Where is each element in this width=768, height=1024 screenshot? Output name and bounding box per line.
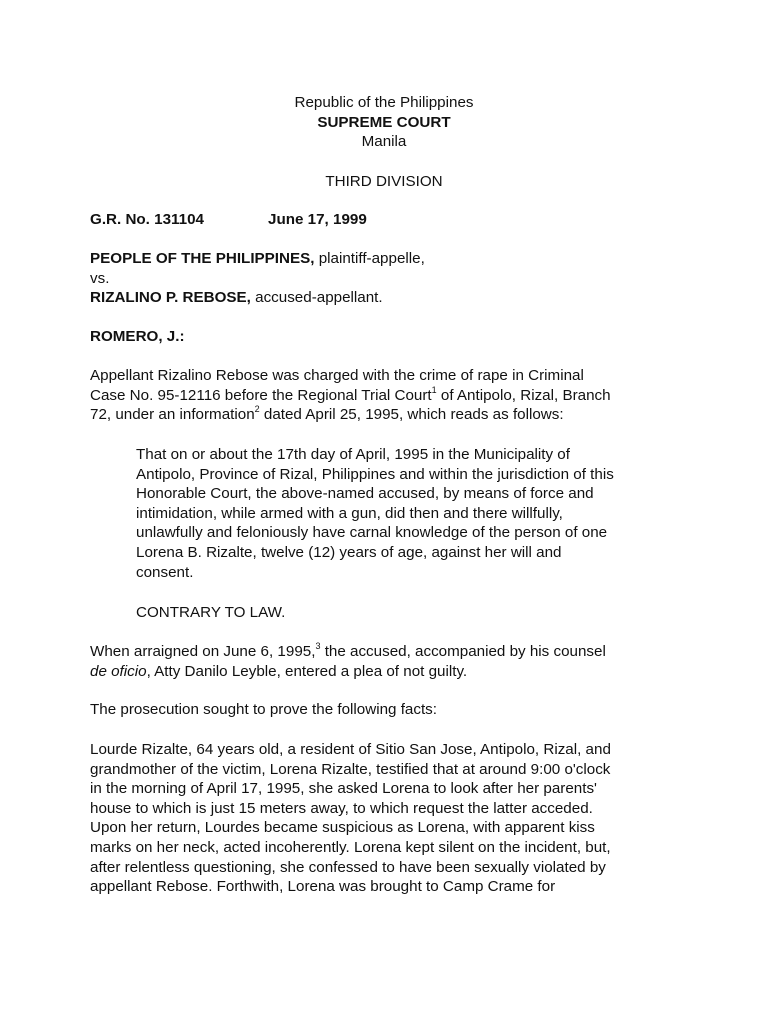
quote-line: Lorena B. Rizalte, twelve (12) years of age, against her will and [136,543,562,561]
paragraph-testimony [90,740,690,897]
ponente: ROMERO, J.: [90,328,185,345]
plaintiff-name: PEOPLE OF THE PHILIPPINES, [90,250,315,267]
paragraph-arraignment [90,642,690,681]
paragraph-line [90,662,690,682]
footnote-ref-1[interactable]: 1 [431,384,437,395]
republic-line: Republic of the Philippines [294,94,474,111]
italic-term: de oficio [90,662,147,680]
quote-line: intimidation, while armed with a gun, did then and there willfully, [136,504,563,522]
paragraph-line: marks on her neck, acted incoherently. Lorena kept silent on the incident, but, [90,838,611,856]
paragraph-line: in the morning of April 17, 1995, she asked Lorena to look after her parents' [90,780,597,798]
decision-date: June 17, 1999 [268,211,367,228]
paragraph-line: appellant Rebose. Forthwith, Lorena was brought to Camp Crame for [90,878,556,896]
text-run: , Atty Danilo Leyble, entered a plea of not guilty. [146,662,468,680]
quote-line: consent. [136,563,194,581]
paragraph-charge [90,366,690,425]
information-quote [136,445,696,582]
paragraph-line [90,386,690,406]
court-header [0,93,768,152]
paragraph-prosecution-intro: The prosecution sought to prove the following facts: [90,701,437,718]
text-run: the accused, accompanied by his counsel [320,643,606,660]
quote-line: unlawfully and feloniously have carnal knowledge of the person of one [136,524,608,542]
text-run: Case No. 95-12116 before the Regional Trial Court [90,386,432,404]
text-run: dated April 25, 1995, which reads as follows: [259,406,564,424]
plaintiff-role: plaintiff-appelle, [314,250,425,267]
paragraph-line: Lourde Rizalte, 64 years old, a resident of Sitio San Jose, Antipolo, Rizal, and [90,741,611,758]
paragraph-line: house to which is just 15 meters away, to which request the latter acceded. [90,799,593,817]
quote-line: That on or about the 17th day of April, 1995 in the Municipality of [136,446,570,463]
gr-number: G.R. No. 131104 [90,211,204,228]
court-name: SUPREME COURT [317,113,451,131]
paragraph-line: Appellant Rizalino Rebose was charged with the crime of rape in Criminal [90,367,584,384]
paragraph-line: grandmother of the victim, Lorena Rizalte, testified that at around 9:00 o'clock [90,760,611,778]
accused-role: accused-appellant. [250,289,383,307]
paragraph-line [90,642,690,662]
accused-name: RIZALINO P. REBOSE, [90,289,251,307]
quote-closing: CONTRARY TO LAW. [136,604,286,621]
paragraph-line: Upon her return, Lourdes became suspicious as Lorena, with apparent kiss [90,819,595,837]
case-parties [90,249,690,308]
paragraph-line [90,405,690,425]
plaintiff-line [90,249,690,269]
text-run: of Antipolo, Rizal, Branch [436,386,611,404]
footnote-ref-3[interactable]: 3 [315,640,321,651]
accused-line [90,288,690,308]
case-number-line [90,210,690,230]
text-run: When arraigned on June 6, 1995, [90,643,316,660]
quote-line: Honorable Court, the above-named accused, by means of force and [136,485,594,503]
text-run: 72, under an information [90,406,255,424]
division-line: THIRD DIVISION [325,173,443,190]
court-city: Manila [361,133,407,151]
footnote-ref-2[interactable]: 2 [254,404,260,415]
paragraph-line: after relentless questioning, she confessed to have been sexually violated by [90,858,606,876]
quote-line: Antipolo, Province of Rizal, Philippines and within the jurisdiction of this [136,465,614,483]
versus-line: vs. [90,269,110,287]
